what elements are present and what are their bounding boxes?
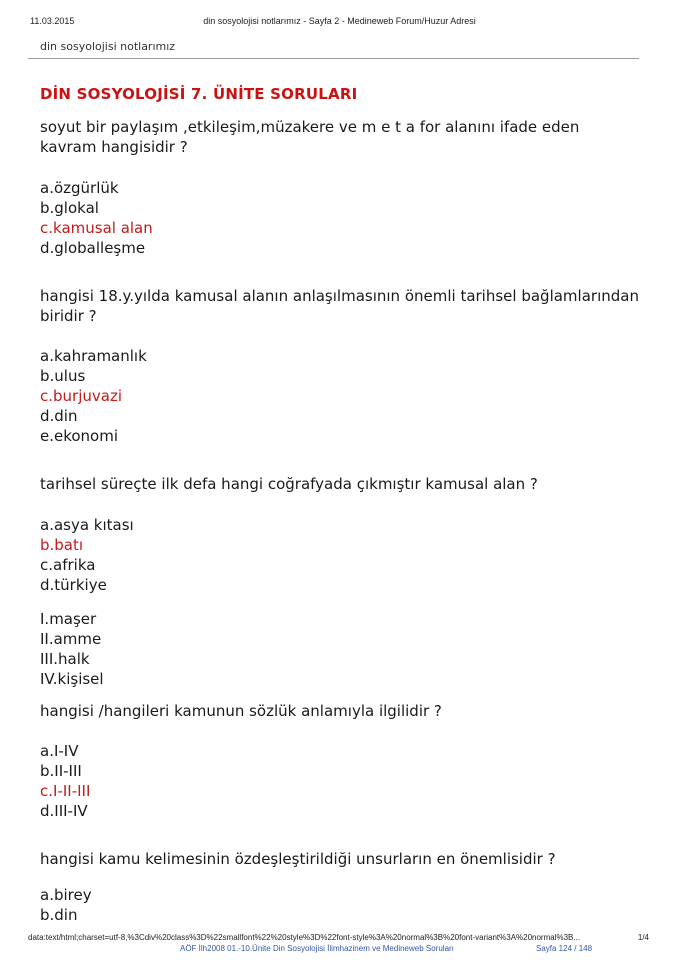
roman-item: IV.kişisel (40, 670, 104, 688)
question-4-options (40, 741, 640, 821)
option: b.din (40, 906, 78, 924)
header-divider (28, 58, 639, 59)
thread-title: din sosyolojisi notlarımız (40, 40, 176, 53)
post-content (40, 84, 640, 925)
question-2-options (40, 346, 640, 446)
roman-item: III.halk (40, 650, 90, 668)
option: e.ekonomi (40, 427, 119, 445)
option: a.I-IV (40, 742, 79, 760)
option: d.III-IV (40, 802, 88, 820)
question-2: hangisi 18.y.yılda kamusal alanın anlaşılmasının önemli tarihsel bağlamlarından biridir ? (40, 287, 639, 325)
option: b.ulus (40, 367, 86, 385)
option: b.glokal (40, 199, 99, 217)
option: a.asya kıtası (40, 516, 134, 534)
question-5-options (40, 885, 640, 925)
option: d.türkiye (40, 576, 107, 594)
print-footer-page-number: 1/4 (637, 933, 649, 942)
question-3-options (40, 515, 640, 595)
question-1: soyut bir paylaşım ,etkileşim,müzakere ve m e t a for alanını ifade eden kavram hangisidir ? (40, 118, 580, 156)
question-1-options (40, 178, 640, 258)
option: a.kahramanlık (40, 347, 147, 365)
question-5: hangisi kamu kelimesinin özdeşleştirildiği unsurların en önemlisidir ? (40, 850, 556, 868)
print-header-date: 11.03.2015 (30, 16, 75, 26)
question-4: hangisi /hangileri kamunun sözlük anlamıyla ilgilidir ? (40, 702, 442, 720)
question-3: tarihsel süreçte ilk defa hangi coğrafyada çıkmıştır kamusal alan ? (40, 475, 538, 493)
roman-item: II.amme (40, 630, 102, 648)
footer-sheet-number: Sayfa 124 / 148 (536, 944, 593, 953)
print-footer-url: data:text/html;charset=utf-8,%3Cdiv%20class%3D%22smallfont%22%20style%3D%22font-style%3A%20normal%3B%20font-variant%3A%20normal%3B... (28, 933, 581, 942)
option: a.birey (40, 886, 92, 904)
option: b.II-III (40, 762, 82, 780)
option: d.din (40, 407, 78, 425)
option: c.afrika (40, 556, 96, 574)
roman-item: I.maşer (40, 610, 97, 628)
correct-answer: b.batı (40, 536, 84, 554)
option: a.özgürlük (40, 179, 119, 197)
correct-answer: c.kamusal alan (40, 219, 153, 237)
footer-source-title: AÖF İlh2008 01.-10.Ünite Din Sosyolojisi İlimhazinem ve Medineweb Soruları (180, 944, 454, 953)
correct-answer: c.I-II-III (40, 782, 91, 800)
correct-answer: c.burjuvazi (40, 387, 122, 405)
print-header-title: din sosyolojisi notlarımız - Sayfa 2 - Medineweb Forum/Huzur Adresi (203, 16, 476, 26)
option: d.globalleşme (40, 239, 146, 257)
question-4-items (40, 609, 640, 689)
document-title: DİN SOSYOLOJİSİ 7. ÜNİTE SORULARI (40, 85, 358, 103)
